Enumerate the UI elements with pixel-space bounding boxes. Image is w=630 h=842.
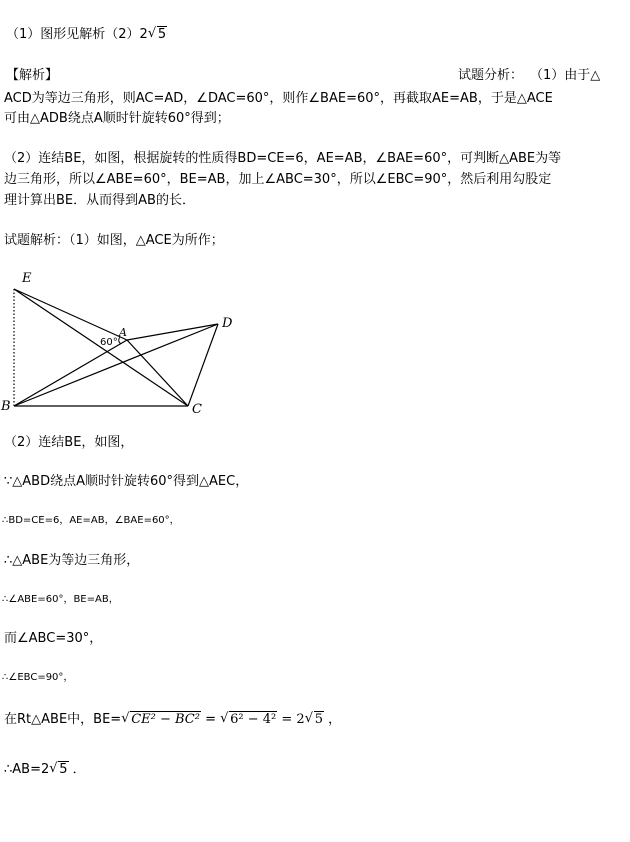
rt-result: = 2 [281, 712, 305, 727]
angle-60-label: 60° [100, 337, 118, 348]
step-2: ∴△ABE为等边三角形， [4, 553, 140, 568]
segment-DC [188, 324, 218, 406]
final-radicand: 5 [59, 762, 68, 777]
step-4: 而∠ABC=30°， [4, 631, 103, 646]
solution-intro: 试题解析：（1）如图，△ACE为所作； [4, 233, 224, 248]
answer-radicand: 5 [157, 27, 167, 42]
analysis-part2-line1: （2）连结BE，如图，根据旋转的性质得BD=CE=6，AE=AB，∠BAE=60°，可判断△ABE为等 [4, 151, 562, 166]
rt-end: ， [328, 712, 342, 727]
rt-formula-line [4, 712, 341, 728]
step-3: ∴∠ABE=60°，BE=AB， [2, 594, 119, 605]
analysis-hint-line2: 可由△ADB绕点A顺时针旋转60°得到； [4, 111, 230, 126]
analysis-part2-line2: 边三角形，所以∠ABE=60°，BE=AB，加上∠ABC=30°，所以∠EBC=90°，然后利用勾股定 [4, 172, 552, 187]
label-E: E [22, 271, 32, 286]
step-5: ∴∠EBC=90°， [2, 672, 74, 683]
rt-formula2-radicand: 6² − 4² [230, 712, 277, 727]
step-1: ∴BD=CE=6，AE=AB，∠BAE=60°， [2, 515, 180, 526]
sqrt-6-4 [220, 712, 277, 728]
sqrt-ce-bc [121, 712, 201, 728]
label-A: A [119, 326, 127, 339]
segment-AD [127, 324, 218, 340]
sqrt-5-result [305, 712, 324, 728]
label-B: B [1, 399, 11, 414]
rt-result-radicand: 5 [314, 712, 323, 727]
rt-formula-radicand: CE² − BC² [131, 712, 200, 727]
label-C: C [192, 402, 202, 417]
analysis-hint-label: 试题分析： [458, 68, 524, 83]
analysis-part2-line3: 理计算出BE．从而得到AB的长． [4, 193, 195, 208]
final-end: ． [72, 762, 86, 777]
because-line: ∵△ABD绕点A顺时针旋转60°得到△AEC， [4, 474, 249, 489]
rt-eq: = [205, 712, 216, 727]
segment-EA [14, 289, 127, 340]
final-answer-line [4, 762, 86, 778]
sqrt-final [49, 762, 68, 778]
label-D: D [222, 316, 233, 331]
analysis-title: 【解析】 [6, 68, 59, 83]
analysis-hint-head: （1）由于△ [530, 68, 601, 83]
segment-AC [127, 340, 188, 406]
final-prefix: ∴AB=2 [4, 762, 50, 777]
rt-prefix: 在Rt△ABE中，BE= [4, 712, 122, 727]
part2-intro: （2）连结BE，如图， [4, 435, 134, 450]
answer-text: （1）图形见解析（2）2 [6, 27, 148, 42]
analysis-hint-line1: ACD为等边三角形，则AC=AD，∠DAC=60°，则作∠BAE=60°，再截取AE=AB，于是△ACE [4, 91, 553, 106]
segment-AB [14, 340, 127, 406]
